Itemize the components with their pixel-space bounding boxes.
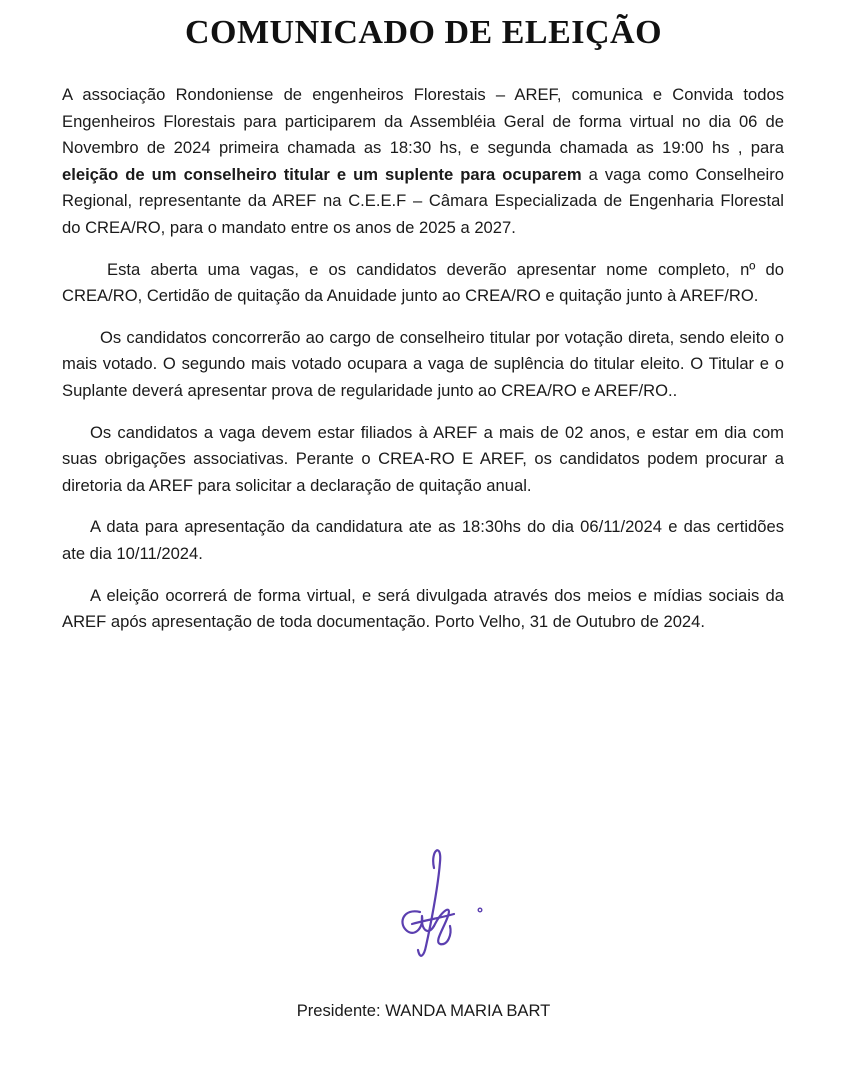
president-signature-line: Presidente: WANDA MARIA BART xyxy=(296,1001,551,1020)
paragraph-3: Os candidatos concorrerão ao cargo de conselheiro titular por votação direta, sendo eleito o mais votado. O segundo mais votado ocupara a vaga de suplência do titular eleito. O Titular e o Suplante deverá apresentar prova de regularidade junto ao CREA/RO e AREF/RO.. xyxy=(62,327,784,400)
paragraph-1 xyxy=(62,82,784,242)
signature-stroke-loop xyxy=(418,850,440,956)
paragraph-1-text-a: A associação Rondoniense de engenheiros Florestais – AREF, comunica e Convida todos Engenheiros Florestais para participarem da Assembléia Geral de forma virtual no dia 06 de Novembro de 2024 primeira chamada as 18:30 hs, e segunda chamada as 19:00 hs , para xyxy=(62,85,784,158)
handwritten-signature xyxy=(390,838,500,968)
document-title: COMUNICADO DE ELEIÇÃO xyxy=(184,14,663,51)
signature-dot xyxy=(478,908,482,912)
paragraph-4: Os candidatos a vaga devem estar filiados à AREF a mais de 02 anos, e estar em dia com suas obrigações associativas. Perante o CREA-RO E AREF, os candidatos podem procurar a diretoria da AREF para solicitar a declaração de quitação anual. xyxy=(62,422,784,495)
paragraph-5: A data para apresentação da candidatura ate as 18:30hs do dia 06/11/2024 e das certidões ate dia 10/11/2024. xyxy=(62,517,784,563)
document-body xyxy=(62,82,784,651)
paragraph-2: Esta aberta uma vagas, e os candidatos deverão apresentar nome completo, nº do CREA/RO, Certidão de quitação da Anuidade junto ao CREA/RO e quitação junto à AREF/RO. xyxy=(62,259,784,306)
paragraph-6: A eleição ocorrerá de forma virtual, e será divulgada através dos meios e mídias sociais da AREF após apresentação de toda documentação. Porto Velho, 31 de Outubro de 2024. xyxy=(62,585,784,632)
paragraph-1-text-b: a vaga como Conselheiro Regional, representante da AREF na C.E.E.F – Câmara Especializada de Engenharia Florestal do CREA/RO, para o mandato entre os anos de 2025 a 2027. xyxy=(62,164,784,237)
paragraph-1-bold-text: eleição de um conselheiro titular e um suplente para ocuparem xyxy=(62,164,582,184)
